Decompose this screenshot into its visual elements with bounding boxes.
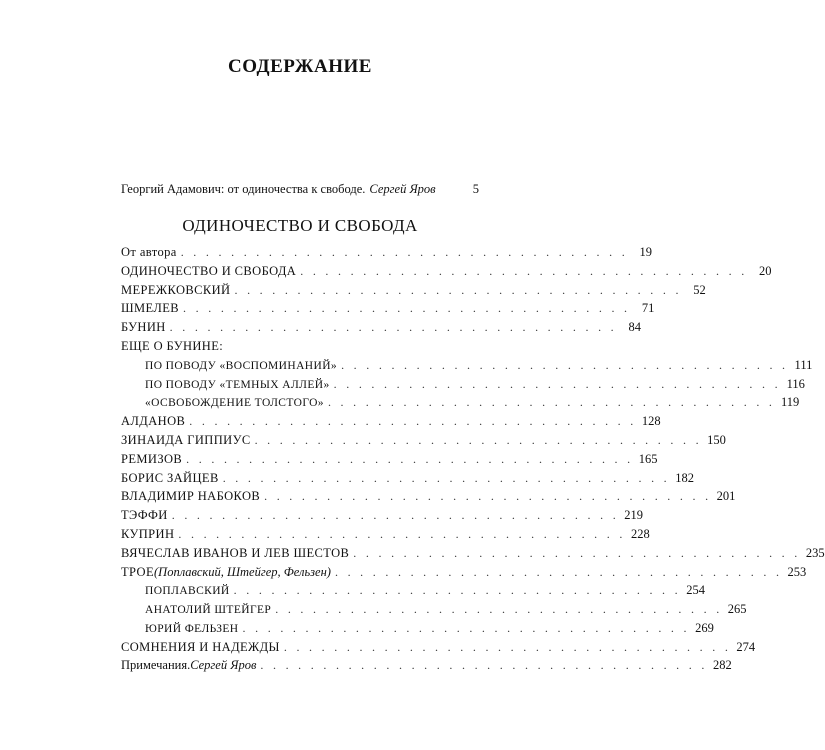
toc-entry-title: ЕЩЕ О БУНИНЕ: [121, 338, 224, 353]
toc-entry-page-number: 235 [805, 545, 825, 560]
toc-entry-page-number: 201 [716, 489, 736, 504]
toc-entry-title: ВЛАДИМИР НАБОКОВ [121, 489, 261, 504]
toc-subentry[interactable] [121, 393, 800, 412]
toc-entry[interactable] [121, 281, 706, 300]
dot-leader: . . . . . . . . . . . . . . . . . . . . . . . . . . . . . . . . . . . . [264, 489, 712, 504]
toc-entry-page-number: 165 [638, 451, 658, 466]
notes-entry-title: Примечания. [121, 658, 191, 672]
toc-entry-page-number: 269 [695, 620, 714, 635]
toc-intro-entry[interactable] [121, 182, 479, 197]
toc-entry[interactable] [121, 450, 658, 469]
toc-entry-title: АЛДАНОВ [121, 414, 186, 429]
toc-entry-page-number: 253 [787, 564, 807, 579]
toc-entry[interactable] [121, 544, 825, 563]
toc-entry-title: СОМНЕНИЯ И НАДЕЖДЫ [121, 639, 280, 654]
dot-leader: . . . . . . . . . . . . . . . . . . . . . . . . . . . . . . . . . . . . [341, 357, 789, 372]
toc-entry-title: ОДИНОЧЕСТВО И СВОБОДА [121, 263, 297, 278]
toc-entry[interactable] [121, 487, 736, 506]
toc-entry-page-number: 150 [707, 432, 726, 447]
intro-entry-title: Георгий Адамович: от одиночества к свободе. [121, 182, 366, 196]
dot-leader: . . . . . . . . . . . . . . . . . . . . . . . . . . . . . . . . . . . . [275, 602, 723, 617]
toc-entry-page-number: 254 [686, 583, 705, 598]
toc-entry[interactable] [121, 525, 650, 544]
dot-leader: . . . . . . . . . . . . . . . . . . . . . . . . . . . . . . . . . . . . [254, 432, 702, 447]
toc-entry-title: КУПРИН [121, 526, 175, 541]
dot-leader: . . . . . . . . . . . . . . . . . . . . . . . . . . . . . . . . . . . . [233, 583, 681, 598]
toc-entry-title: «ОСВОБОЖДЕНИЕ ТОЛСТОГО» [145, 397, 324, 410]
toc-entry-title: ШМЕЛЕВ [121, 301, 180, 316]
toc-entry-title: РЕМИЗОВ [121, 451, 183, 466]
toc-entry-page-number: 119 [780, 395, 800, 410]
toc-entry-page-number: 228 [630, 526, 650, 541]
toc-entry-title: БУНИН [121, 320, 166, 335]
toc-entry-title: ПОПЛАВСКИЙ [145, 585, 230, 598]
dot-leader: . . . . . . . . . . . . . . . . . . . . . . . . . . . . . . . . . . . . [171, 508, 620, 523]
page-title: СОДЕРЖАНИЕ [228, 56, 372, 77]
dot-leader: . . . . . . . . . . . . . . . . . . . . . . . . . . . . . . . . . . . . [353, 545, 801, 560]
dot-leader: . . . . . . . . . . . . . . . . . . . . . . . . . . . . . . . . . . . . [300, 263, 748, 278]
toc-entry-title: ПО ПОВОДУ «ТЕМНЫХ АЛЛЕЙ» [145, 378, 330, 391]
notes-entry-page-number: 282 [712, 658, 732, 672]
toc-subentry[interactable] [121, 375, 805, 394]
toc-entry[interactable] [121, 337, 479, 356]
intro-entry-author: Сергей Яров [369, 182, 436, 196]
toc-entry-title: ЮРИЙ ФЕЛЬЗЕН [145, 622, 239, 635]
toc-entry-title: ПО ПОВОДУ «ВОСПОМИНАНИЙ» [145, 359, 338, 372]
toc-entry-title: От автора [121, 245, 177, 259]
dot-leader: . . . . . . . . . . . . . . . . . . . . . . . . . . . . . . . . . . . . [186, 451, 634, 466]
toc-entry-title: ТЭФФИ [121, 508, 168, 523]
toc-entry-page-number: 265 [727, 602, 747, 617]
dot-leader: . . . . . . . . . . . . . . . . . . . . . . . . . . . . . . . . . . . . [334, 564, 783, 579]
dot-leader: . . . . . . . . . . . . . . . . . . . . . . . . . . . . . . . . . . . . [234, 282, 682, 297]
dot-leader: . . . . . . . . . . . . . . . . . . . . . . . . . . . . . . . . . . . . [178, 526, 626, 541]
toc-list [121, 243, 825, 657]
intro-entry-page-number: 5 [472, 182, 479, 196]
toc-entry-page-number: 84 [628, 320, 641, 335]
toc-entry-page-number: 274 [736, 639, 756, 654]
toc-entry[interactable] [121, 563, 807, 582]
toc-entry[interactable] [121, 318, 641, 337]
toc-entry-page-number: 182 [675, 470, 694, 485]
dot-leader: . . . . . . . . . . . . . . . . . . . . . . . . . . . . . . . . . . . . [222, 470, 670, 485]
toc-entry-title: ЗИНАИДА ГИППИУС [121, 432, 251, 447]
toc-entry[interactable] [121, 262, 772, 281]
dot-leader: . . . . . . . . . . . . . . . . . . . . . . . . . . . . . . . . . . . . [169, 320, 617, 335]
toc-entry-page-number: 52 [693, 282, 706, 297]
toc-subentry[interactable] [121, 600, 747, 619]
dot-leader: . . . . . . . . . . . . . . . . . . . . . . . . . . . . . . . . . . . . [180, 245, 629, 259]
toc-entry[interactable] [121, 638, 756, 657]
toc-notes-entry[interactable] [121, 658, 732, 673]
notes-entry-author: Сергей Яров [190, 658, 257, 672]
toc-entry[interactable] [121, 506, 644, 525]
toc-entry[interactable] [121, 243, 653, 262]
toc-entry-title: ТРОЕ [121, 564, 155, 579]
dot-leader: . . . . . . . . . . . . . . . . . . . . . . . . . . . . . . . . . . . . [242, 620, 690, 635]
toc-entry-page-number: 111 [794, 357, 813, 372]
toc-entry-page-number: 128 [641, 414, 661, 429]
toc-entry[interactable] [121, 412, 661, 431]
toc-entry-title: БОРИС ЗАЙЦЕВ [121, 470, 219, 485]
toc-entry-title: АНАТОЛИЙ ШТЕЙГЕР [145, 604, 272, 617]
toc-entry[interactable] [121, 299, 655, 318]
toc-entry[interactable] [121, 469, 694, 488]
toc-subentry[interactable] [121, 581, 705, 600]
dot-leader: . . . . . . . . . . . . . . . . . . . . . . . . . . . . . . . . . . . . [327, 395, 776, 410]
section-heading: ОДИНОЧЕСТВО И СВОБОДА [182, 216, 418, 235]
toc-subentry[interactable] [121, 356, 813, 375]
toc-entry-page-number: 71 [641, 301, 655, 316]
toc-entry[interactable] [121, 431, 726, 450]
toc-entry-page-number: 20 [759, 263, 772, 278]
dot-leader: . . . . . . . . . . . . . . . . . . . . . . . . . . . . . . . . . . . . [333, 376, 781, 391]
toc-entry-page-number: 116 [786, 376, 805, 391]
toc-entry-page-number: 19 [639, 245, 653, 259]
toc-subentry[interactable] [121, 619, 714, 638]
dot-leader: . . . . . . . . . . . . . . . . . . . . . . . . . . . . . . . . . . . . [189, 414, 637, 429]
toc-entry-title: МЕРЕЖКОВСКИЙ [121, 282, 231, 297]
toc-entry-title: ВЯЧЕСЛАВ ИВАНОВ И ЛЕВ ШЕСТОВ [121, 545, 350, 560]
dot-leader: . . . . . . . . . . . . . . . . . . . . . . . . . . . . . . . . . . . . [283, 639, 732, 654]
toc-entry-note: (Поплавский, Штейгер, Фельзен) [154, 564, 331, 579]
dot-leader: . . . . . . . . . . . . . . . . . . . . . . . . . . . . . . . . . . . . [183, 301, 631, 316]
dot-leader: . . . . . . . . . . . . . . . . . . . . . . . . . . . . . . . . . . . . [260, 658, 708, 672]
toc-entry-page-number: 219 [624, 508, 644, 523]
